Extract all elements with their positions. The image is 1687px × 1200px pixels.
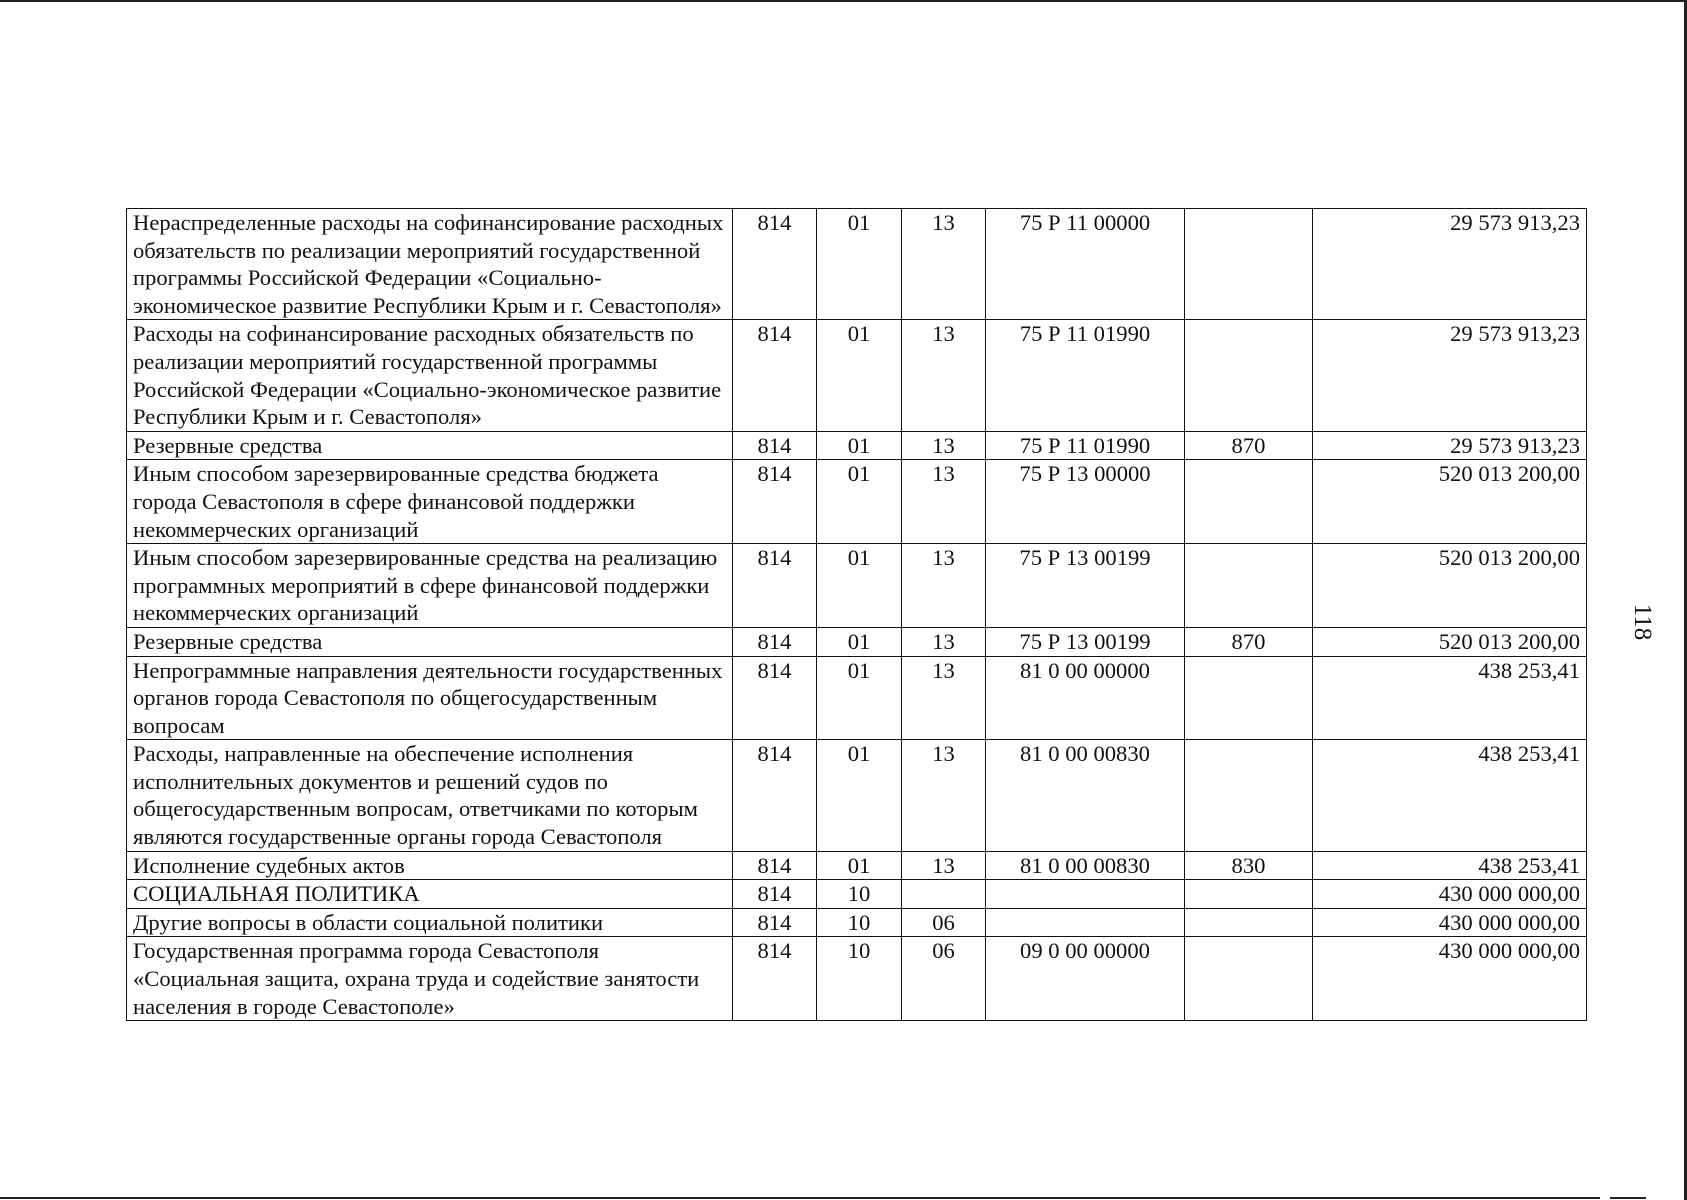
budget-table	[126, 208, 1587, 1021]
row-vid	[1185, 880, 1313, 909]
row-vedomstvo: 814	[733, 740, 817, 851]
table-row	[127, 209, 1587, 320]
row-name: Непрограммные направления деятельности государственных органов города Севастополя по общегосударственным вопросам	[127, 656, 733, 740]
row-amount: 438 253,41	[1313, 851, 1587, 880]
row-amount: 29 573 913,23	[1313, 209, 1587, 320]
row-vid	[1185, 908, 1313, 937]
row-vedomstvo: 814	[733, 880, 817, 909]
row-target: 81 0 00 00000	[986, 656, 1185, 740]
row-razdel: 01	[817, 209, 902, 320]
table-row	[127, 544, 1587, 628]
row-name: Иным способом зарезервированные средства на реализацию программных мероприятий в сфере финансовой поддержки некоммерческих организаций	[127, 544, 733, 628]
row-podrazdel: 13	[902, 320, 986, 431]
row-target	[986, 908, 1185, 937]
row-podrazdel: 13	[902, 544, 986, 628]
row-amount: 430 000 000,00	[1313, 937, 1587, 1021]
row-podrazdel: 06	[902, 908, 986, 937]
row-podrazdel: 13	[902, 740, 986, 851]
row-name: Иным способом зарезервированные средства бюджета города Севастополя в сфере финансовой поддержки некоммерческих организаций	[127, 460, 733, 544]
row-vedomstvo: 814	[733, 460, 817, 544]
row-vedomstvo: 814	[733, 908, 817, 937]
row-amount: 520 013 200,00	[1313, 544, 1587, 628]
row-amount: 438 253,41	[1313, 656, 1587, 740]
row-vid: 870	[1185, 627, 1313, 656]
page-number: 118	[1629, 603, 1656, 641]
row-target: 75 Р 13 00199	[986, 544, 1185, 628]
row-razdel: 01	[817, 627, 902, 656]
row-razdel: 10	[817, 880, 902, 909]
row-amount: 520 013 200,00	[1313, 460, 1587, 544]
row-target: 75 Р 11 01990	[986, 431, 1185, 460]
row-razdel: 10	[817, 908, 902, 937]
row-amount: 430 000 000,00	[1313, 880, 1587, 909]
row-podrazdel: 13	[902, 460, 986, 544]
row-vedomstvo: 814	[733, 320, 817, 431]
row-vid	[1185, 740, 1313, 851]
row-razdel: 01	[817, 544, 902, 628]
row-name: Расходы на софинансирование расходных обязательств по реализации мероприятий государственной программы Российской Федерации «Социально-экономическое развитие Республики Крым и г. Севастополя»	[127, 320, 733, 431]
row-target: 09 0 00 00000	[986, 937, 1185, 1021]
scan-border-bottom	[0, 1197, 1600, 1199]
table-row	[127, 431, 1587, 460]
row-name: Расходы, направленные на обеспечение исполнения исполнительных документов и решений судов по общегосударственным вопросам, ответчиками по которым являются государственные органы города Севастополя	[127, 740, 733, 851]
row-vedomstvo: 814	[733, 431, 817, 460]
row-name: Нераспределенные расходы на софинансирование расходных обязательств по реализации мероприятий государственной программы Российской Федерации «Социально-экономическое развитие Республики Крым и г. Севастополя»	[127, 209, 733, 320]
row-podrazdel: 06	[902, 937, 986, 1021]
row-razdel: 01	[817, 656, 902, 740]
row-target: 81 0 00 00830	[986, 851, 1185, 880]
row-vid: 870	[1185, 431, 1313, 460]
row-vedomstvo: 814	[733, 851, 817, 880]
row-vid	[1185, 320, 1313, 431]
row-vid	[1185, 656, 1313, 740]
row-name: Резервные средства	[127, 627, 733, 656]
row-target: 75 Р 13 00199	[986, 627, 1185, 656]
table-row	[127, 880, 1587, 909]
table-row	[127, 460, 1587, 544]
row-amount: 438 253,41	[1313, 740, 1587, 851]
row-vedomstvo: 814	[733, 656, 817, 740]
row-amount: 29 573 913,23	[1313, 431, 1587, 460]
row-razdel: 01	[817, 851, 902, 880]
row-vid: 830	[1185, 851, 1313, 880]
row-razdel: 01	[817, 460, 902, 544]
row-vid	[1185, 937, 1313, 1021]
row-razdel: 10	[817, 937, 902, 1021]
row-podrazdel: 13	[902, 627, 986, 656]
row-podrazdel: 13	[902, 431, 986, 460]
row-podrazdel	[902, 880, 986, 909]
table-row	[127, 656, 1587, 740]
row-name: Государственная программа города Севастополя «Социальная защита, охрана труда и содействие занятости населения в городе Севастополе»	[127, 937, 733, 1021]
row-target: 75 Р 13 00000	[986, 460, 1185, 544]
row-vedomstvo: 814	[733, 544, 817, 628]
row-name: Резервные средства	[127, 431, 733, 460]
row-vedomstvo: 814	[733, 627, 817, 656]
row-target: 75 Р 11 00000	[986, 209, 1185, 320]
row-podrazdel: 13	[902, 656, 986, 740]
row-podrazdel: 13	[902, 209, 986, 320]
row-amount: 430 000 000,00	[1313, 908, 1587, 937]
table-row	[127, 740, 1587, 851]
scan-border-bottom-segment	[1610, 1197, 1646, 1199]
table-row	[127, 908, 1587, 937]
row-target: 75 Р 11 01990	[986, 320, 1185, 431]
table-row	[127, 627, 1587, 656]
row-vid	[1185, 209, 1313, 320]
row-podrazdel: 13	[902, 851, 986, 880]
row-razdel: 01	[817, 740, 902, 851]
row-amount: 520 013 200,00	[1313, 627, 1587, 656]
row-name: Исполнение судебных актов	[127, 851, 733, 880]
row-vedomstvo: 814	[733, 937, 817, 1021]
row-vid	[1185, 460, 1313, 544]
row-target	[986, 880, 1185, 909]
row-razdel: 01	[817, 320, 902, 431]
row-name: СОЦИАЛЬНАЯ ПОЛИТИКА	[127, 880, 733, 909]
scan-border-top	[0, 0, 1687, 2]
table-row	[127, 937, 1587, 1021]
row-name: Другие вопросы в области социальной политики	[127, 908, 733, 937]
table-row	[127, 320, 1587, 431]
table-row	[127, 851, 1587, 880]
row-vid	[1185, 544, 1313, 628]
row-razdel: 01	[817, 431, 902, 460]
row-amount: 29 573 913,23	[1313, 320, 1587, 431]
row-target: 81 0 00 00830	[986, 740, 1185, 851]
row-vedomstvo: 814	[733, 209, 817, 320]
